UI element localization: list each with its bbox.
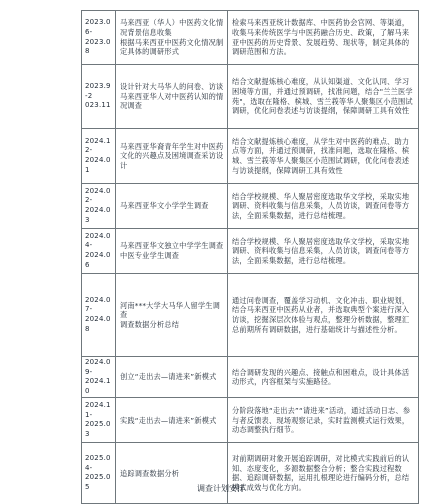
table-row (82, 65, 419, 129)
topic-cell: 设计针对大马华人的问卷、访谈 马来西亚华人对中医药认知的情况调查 (116, 65, 228, 129)
date-cell: 2025.04- 2025.05 (82, 443, 116, 504)
date-cell: 2024.02- 2024.03 (82, 184, 116, 229)
topic-cell: 马来西亚华文小学学生调查 (116, 184, 228, 229)
topic-cell: 实践“走出去—请进来”新模式 (116, 398, 228, 443)
topic-cell: 创立“走出去—请进来”新模式 (116, 357, 228, 398)
table-row (82, 229, 419, 274)
method-cell: 结合文献提炼核心难度，从认知渠道、文化认同、学习困境等方面，并通过预调研，找准问题，结合"兰兰医学苑"，选取在隆格、槟城、雪兰莪等华人聚集区小范围试调研，优化问卷表述与访谈提纲，保障调研工具有效性 (228, 65, 419, 129)
table-row (82, 443, 419, 504)
date-cell: 2024.11- 2025.03 (82, 398, 116, 443)
topic-cell: 马来西亚华裔青年学生对中医药文化的兴趣点及困境调查采访设计 (116, 129, 228, 184)
date-cell: 2024.12- 2024.01 (82, 129, 116, 184)
topic-cell: 河南***大学大马华人留学生调查 调查数据分析总结 (116, 274, 228, 357)
table-row (82, 129, 419, 184)
date-cell: 2024.07- 2024.08 (82, 274, 116, 357)
date-cell: 2024.04- 2024.06 (82, 229, 116, 274)
method-cell: 结合调研发现的兴趣点、接触点和困难点，设计具体活动形式，内容框架与实施路径。 (228, 357, 419, 398)
date-cell: 2023.9-2 023.11 (82, 65, 116, 129)
topic-cell: 马来西亚华文独立中学学生调查 中医专业学生调查 (116, 229, 228, 274)
schedule-table (81, 10, 419, 504)
method-cell: 结合学校规模、华人聚居密度选取华文学校，采取实地调研、资料收集与信息采集，人员访谈，调查问卷等方法，全面采集数据，进行总结梳理。 (228, 229, 419, 274)
date-cell: 2024.09- 2024.10 (82, 357, 116, 398)
method-cell: 通过问卷调查，覆盖学习动机、文化冲击、职业规划，结合马来西亚中医药从业者，并选取典型个案进行深入访谈，挖掘深层次体验与观点，整理分析数据，整理汇总前期所有调研数据，进行基础统计与描述性分析。 (228, 274, 419, 357)
topic-cell: 追踪调查数据分析 (116, 443, 228, 504)
method-cell: 结合学校规模、华人聚居密度选取华文学校，采取实地调研、资料收集与信息采集，人员访谈，调查问卷等方法，全面采集数据，进行总结梳理。 (228, 184, 419, 229)
date-cell: 2023.06- 2023.08 (82, 11, 116, 65)
topic-cell: 马来西亚（华人）中医药文化情况背景信息收集 根据马来西亚中医药文化情况制定具体的调研形式 (116, 11, 228, 65)
table-row (82, 11, 419, 65)
method-cell: 结合文献提炼核心难度，从学生对中医药的难点、助力点等方面，并通过预调研，找准问题，选取在隆格、槟城、雪兰莪等华人聚集区小范围试调研，优化问卷表述与访谈提纲，保障调研工具有效性 (228, 129, 419, 184)
method-cell: 对前期调研对象开展追踪调研，对比模式实践前后的认知、态度变化，多源数据整合分析；整合实践过程数据、追踪调研数据，运用扎根理论进行编码分析，总结模式成效与优化方向。 (228, 443, 419, 504)
table-row (82, 398, 419, 443)
table-row (82, 184, 419, 229)
method-cell: 检索马来西亚统计数据库、中医药协会官网、等渠道，收集马来传统医学与中医药融合历史、政策，了解马来亚中医药的历史背景、发展趋势、现状等，制定具体的调研范围和方法。 (228, 11, 419, 65)
table-row (82, 357, 419, 398)
method-cell: 分阶段落地“走出去”“请进来”活动，通过活动日志、参与者反馈表、现场观察记录，实时监测模式运行效果，动态调整执行细节。 (228, 398, 419, 443)
table-caption: 调查计划安排 (197, 484, 245, 493)
table-row (82, 274, 419, 357)
